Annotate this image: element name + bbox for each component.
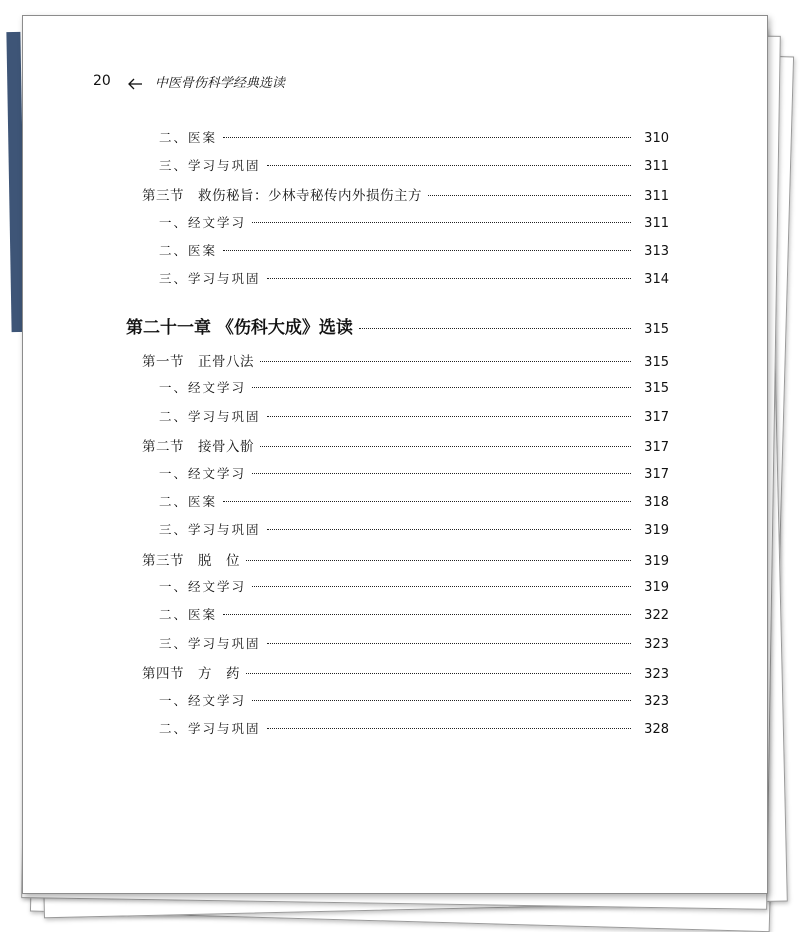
toc-section-row[interactable] [23, 549, 669, 569]
toc-entry-label: 一、经文学习 [159, 579, 247, 594]
toc-page-number: 314 [644, 272, 669, 287]
toc-entry-label: 第一节 正骨八法 [142, 354, 254, 370]
dot-leader [267, 278, 631, 279]
toc-entry-label: 二、医案 [159, 130, 218, 145]
toc-entry-label: 三、学习与巩固 [159, 158, 261, 173]
toc-page-number: 319 [644, 523, 669, 538]
page-header [93, 71, 285, 91]
toc-item-row[interactable] [23, 407, 669, 425]
toc-page-number: 311 [644, 216, 669, 231]
toc-item-row[interactable] [23, 577, 669, 595]
toc-item-row[interactable] [23, 605, 669, 623]
toc-item-row[interactable] [23, 520, 669, 538]
dot-leader [267, 529, 631, 530]
toc-item-row[interactable] [23, 691, 669, 709]
dot-leader [267, 416, 631, 417]
dot-leader [223, 250, 631, 251]
toc-page-number: 323 [644, 637, 669, 652]
toc-section-row[interactable] [23, 662, 669, 682]
toc-item-row[interactable] [23, 213, 669, 231]
toc-item-row[interactable] [23, 492, 669, 510]
toc-page-number: 319 [644, 554, 669, 569]
toc-item-row[interactable] [23, 269, 669, 287]
toc-item-row[interactable] [23, 128, 669, 146]
dot-leader [260, 361, 631, 362]
toc-page-number: 315 [644, 322, 669, 337]
toc-entry-label: 二、学习与巩固 [159, 409, 261, 424]
book-page [22, 15, 768, 894]
toc-chapter-row[interactable] [23, 313, 669, 338]
dot-leader [252, 586, 631, 587]
toc-page-number: 311 [644, 159, 669, 174]
dot-leader [223, 501, 631, 502]
toc-page-number: 315 [644, 381, 669, 396]
toc-section-row[interactable] [23, 350, 669, 370]
toc-entry-label: 二、医案 [159, 243, 218, 258]
dot-leader [223, 614, 631, 615]
toc-page-number: 313 [644, 244, 669, 259]
toc-page-number: 315 [644, 355, 669, 370]
toc-item-row[interactable] [23, 378, 669, 396]
book-title: 中医骨伤科学经典选读 [154, 75, 285, 91]
toc-entry-label: 三、学习与巩固 [159, 636, 261, 651]
toc-entry-label: 一、经文学习 [159, 693, 247, 708]
dot-leader [246, 560, 631, 561]
toc-entry-label: 一、经文学习 [159, 380, 247, 395]
toc-entry-label: 二、医案 [159, 494, 218, 509]
toc-entry-label: 第三节 救伤秘旨：少林寺秘传内外损伤主方 [142, 188, 422, 204]
toc-page-number: 311 [644, 189, 669, 204]
toc-entry-label: 二、学习与巩固 [159, 721, 261, 736]
dot-leader [267, 165, 631, 166]
toc-page-number: 319 [644, 580, 669, 595]
toc-page-number: 317 [644, 410, 669, 425]
toc-entry-label: 第二十一章 《伤科大成》选读 [126, 318, 353, 338]
dot-leader [252, 387, 631, 388]
dot-leader [359, 328, 631, 329]
toc-entry-label: 三、学习与巩固 [159, 271, 261, 286]
toc-page-number: 328 [644, 722, 669, 737]
toc-entry-label: 二、医案 [159, 607, 218, 622]
dot-leader [260, 446, 631, 447]
toc-section-row[interactable] [23, 184, 669, 204]
toc-item-row[interactable] [23, 156, 669, 174]
dot-leader [252, 222, 631, 223]
dot-leader [267, 643, 631, 644]
toc-entry-label: 第三节 脱 位 [142, 553, 240, 569]
toc-entry-label: 第四节 方 药 [142, 666, 240, 682]
toc-item-row[interactable] [23, 241, 669, 259]
toc-item-row[interactable] [23, 464, 669, 482]
dot-leader [267, 728, 631, 729]
dot-leader [246, 673, 631, 674]
toc-entry-label: 第二节 接骨入骱 [142, 439, 254, 455]
toc-item-row[interactable] [23, 634, 669, 652]
toc-entry-label: 三、学习与巩固 [159, 522, 261, 537]
toc-entry-label: 一、经文学习 [159, 215, 247, 230]
dot-leader [223, 137, 631, 138]
toc-page-number: 317 [644, 467, 669, 482]
page-number: 20 [93, 73, 111, 89]
toc-page-number: 322 [644, 608, 669, 623]
toc-page-number: 323 [644, 667, 669, 682]
toc-entry-label: 一、经文学习 [159, 466, 247, 481]
toc-page-number: 323 [644, 694, 669, 709]
toc-page-number: 318 [644, 495, 669, 510]
dot-leader [428, 195, 631, 196]
toc-page-number: 317 [644, 440, 669, 455]
dot-leader [252, 700, 631, 701]
toc-page-number: 310 [644, 131, 669, 146]
toc-section-row[interactable] [23, 435, 669, 455]
toc-item-row[interactable] [23, 719, 669, 737]
arrow-left-icon [127, 75, 143, 87]
dot-leader [252, 473, 631, 474]
